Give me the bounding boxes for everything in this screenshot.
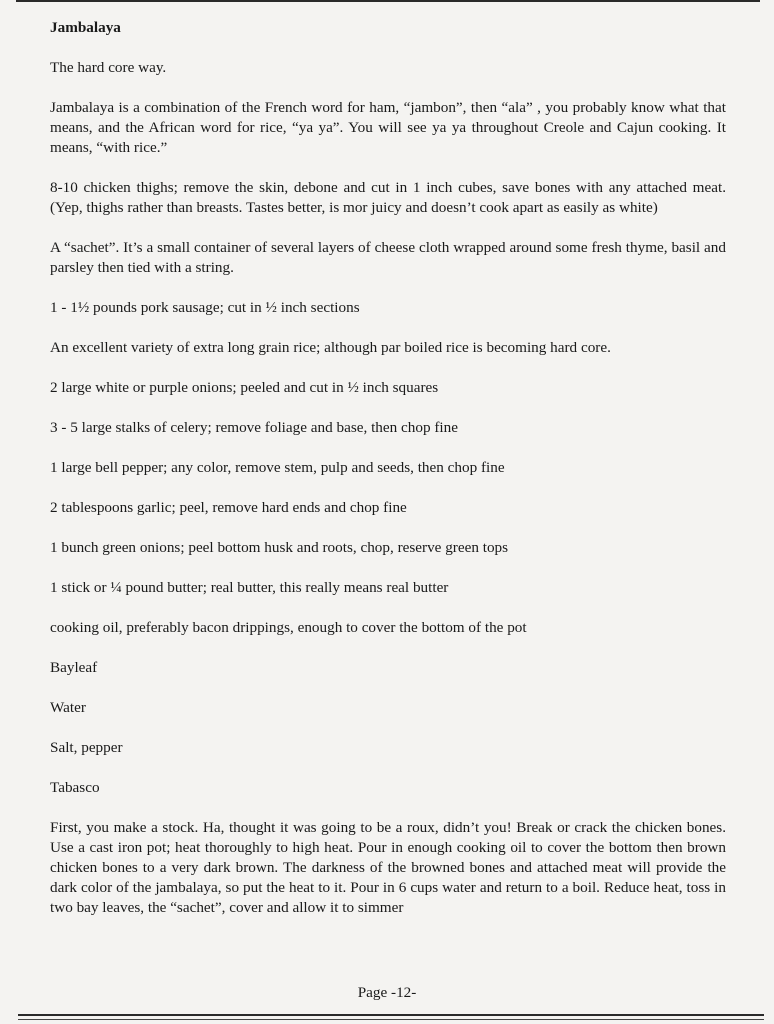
ingredient-item: 1 bunch green onions; peel bottom husk and roots, chop, reserve green tops: [50, 539, 509, 556]
ingredient-item: 1 stick or ¼ pound butter; real butter, this really means real butter: [50, 579, 449, 596]
recipe-body: [50, 18, 726, 938]
top-rule: [16, 0, 760, 2]
ingredient-item: 2 tablespoons garlic; peel, remove hard ends and chop fine: [50, 499, 407, 516]
recipe-title: Jambalaya: [50, 19, 121, 36]
page-number: Page -12-: [357, 984, 417, 1001]
ingredient-item: 8-10 chicken thighs; remove the skin, debone and cut in 1 inch cubes, save bones with any attached meat. (Yep, thighs rather than breasts. Tastes better, is mor juicy and doesn’t cook apart as easily as white): [50, 179, 726, 216]
ingredient-item: 1 - 1½ pounds pork sausage; cut in ½ inch sections: [50, 299, 360, 316]
bottom-rule: [18, 1014, 764, 1016]
recipe-subtitle: The hard core way.: [50, 59, 167, 76]
ingredient-item: Bayleaf: [50, 659, 98, 676]
ingredient-item: 2 large white or purple onions; peeled and cut in ½ inch squares: [50, 379, 439, 396]
ingredient-item: Tabasco: [50, 779, 100, 796]
ingredient-item: cooking oil, preferably bacon drippings, enough to cover the bottom of the pot: [50, 619, 527, 636]
intro-paragraph: Jambalaya is a combination of the French word for ham, “jambon”, then “ala” , you probably know what that means, and the African word for rice, “ya ya”. You will see ya ya throughout Creole and Cajun cooking. It means, “with rice.”: [50, 99, 726, 156]
ingredient-item: 3 - 5 large stalks of celery; remove foliage and base, then chop fine: [50, 419, 458, 436]
ingredient-item: Water: [50, 699, 86, 716]
ingredient-item: 1 large bell pepper; any color, remove stem, pulp and seeds, then chop fine: [50, 459, 505, 476]
bottom-rule-thin: [18, 1019, 764, 1020]
ingredient-item: A “sachet”. It’s a small container of several layers of cheese cloth wrapped around some fresh thyme, basil and parsley then tied with a string.: [50, 239, 726, 276]
ingredient-item: An excellent variety of extra long grain rice; although par boiled rice is becoming hard core.: [50, 339, 611, 356]
instructions-paragraph: First, you make a stock. Ha, thought it was going to be a roux, didn’t you! Break or crack the chicken bones. Use a cast iron pot; heat thoroughly to high heat. Pour in enough cooking oil to cover the bottom then brown chicken bones to a very dark brown. The darkness of the browned bones and attached meat will provide the dark color of the jambalaya, so put the heat to it. Pour in 6 cups water and return to a boil. Reduce heat, toss in two bay leaves, the “sachet”, cover and allow it to simmer: [50, 819, 726, 916]
ingredient-item: Salt, pepper: [50, 739, 123, 756]
